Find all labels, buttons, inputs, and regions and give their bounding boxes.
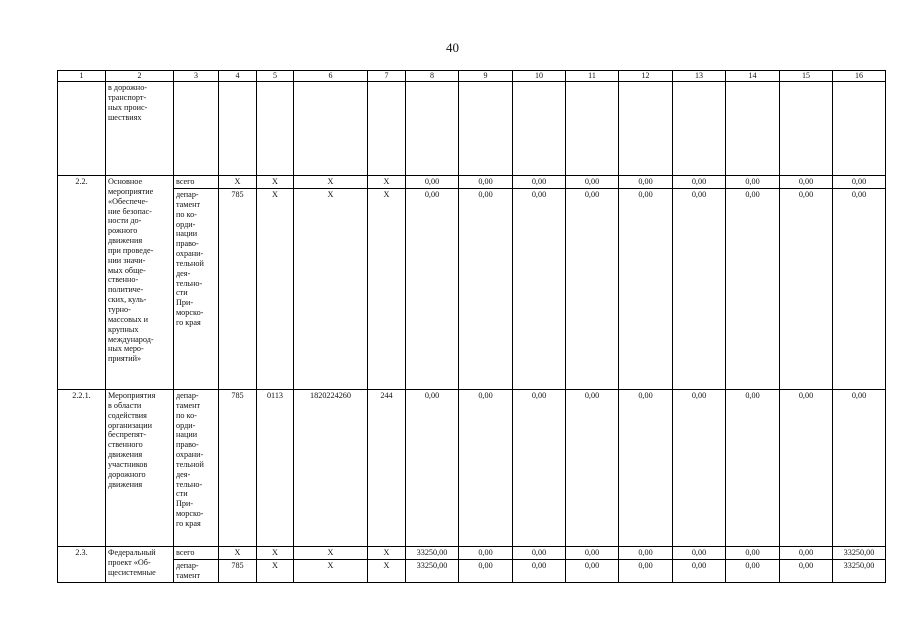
table-row: [58, 390, 886, 547]
row-number: [58, 82, 106, 176]
cell-value: 0,00: [406, 176, 459, 189]
row-responsible: [174, 82, 219, 176]
col-header: 14: [726, 71, 780, 82]
cell-csr: X: [294, 189, 368, 390]
cell-value: 0,00: [566, 547, 619, 560]
cell-value: 0,00: [726, 189, 780, 390]
row-responsible: депар- тамент: [174, 560, 219, 583]
col-header: 7: [368, 71, 406, 82]
cell-value: 0,00: [513, 560, 566, 583]
page-number: 40: [446, 40, 459, 55]
budget-table: [57, 70, 886, 583]
row-number: 2.2.: [58, 176, 106, 390]
row-number: 2.2.1.: [58, 390, 106, 547]
cell-value: 33250,00: [406, 547, 459, 560]
cell-value: 0,00: [619, 176, 673, 189]
col-header: 3: [174, 71, 219, 82]
cell-grbs: 785: [219, 189, 257, 390]
table-row: [58, 82, 886, 176]
cell-value: 0,00: [619, 189, 673, 390]
cell-value: 0,00: [726, 176, 780, 189]
col-header: 16: [833, 71, 886, 82]
cell-value: 0,00: [673, 560, 726, 583]
cell-rzpr: 0113: [257, 390, 294, 547]
cell-value: 0,00: [619, 390, 673, 547]
cell-value: 0,00: [780, 189, 833, 390]
col-header: 5: [257, 71, 294, 82]
col-header: 13: [673, 71, 726, 82]
table-row: [58, 189, 886, 390]
cell-value: 0,00: [406, 390, 459, 547]
cell-value: 33250,00: [833, 560, 886, 583]
cell-csr: X: [294, 560, 368, 583]
cell-value: 0,00: [566, 189, 619, 390]
cell-csr: 1820224260: [294, 390, 368, 547]
col-header: 10: [513, 71, 566, 82]
cell-rzpr: X: [257, 547, 294, 560]
cell-value: 0,00: [780, 547, 833, 560]
row-name: в дорожно- транспорт- ных проис- шествиях: [106, 82, 174, 176]
cell-vr: X: [368, 547, 406, 560]
cell-value: 0,00: [780, 560, 833, 583]
col-header: 6: [294, 71, 368, 82]
cell-rzpr: X: [257, 560, 294, 583]
cell-value: 0,00: [726, 560, 780, 583]
cell-vr: X: [368, 176, 406, 189]
cell-value: 0,00: [459, 189, 513, 390]
cell-rzpr: X: [257, 189, 294, 390]
cell-csr: X: [294, 176, 368, 189]
cell-value: 0,00: [833, 176, 886, 189]
row-responsible: депар- тамент по ко- орди- нации право- охрани- тельной дея- тельно- сти При- морско- го края: [174, 390, 219, 547]
header-row: [58, 71, 886, 82]
cell-vr: 244: [368, 390, 406, 547]
cell-value: 0,00: [619, 560, 673, 583]
col-header: 12: [619, 71, 673, 82]
row-responsible: всего: [174, 176, 219, 189]
cell-vr: X: [368, 189, 406, 390]
col-header: 4: [219, 71, 257, 82]
cell-value: 0,00: [673, 176, 726, 189]
col-header: 1: [58, 71, 106, 82]
row-responsible: депар- тамент по ко- орди- нации право- охрани- тельной дея- тельно- сти При- морско- го края: [174, 189, 219, 390]
col-header: 8: [406, 71, 459, 82]
col-header: 15: [780, 71, 833, 82]
cell-value: 0,00: [726, 547, 780, 560]
cell-value: 0,00: [459, 176, 513, 189]
cell-value: 0,00: [566, 390, 619, 547]
table-row: [58, 176, 886, 189]
cell-value: 0,00: [513, 390, 566, 547]
cell-value: 0,00: [513, 176, 566, 189]
cell-value: 0,00: [459, 547, 513, 560]
cell-value: 0,00: [780, 390, 833, 547]
cell-value: 33250,00: [833, 547, 886, 560]
cell-value: 0,00: [833, 189, 886, 390]
table-row: [58, 547, 886, 560]
cell-value: 0,00: [513, 189, 566, 390]
cell-value: 0,00: [780, 176, 833, 189]
cell-grbs: 785: [219, 560, 257, 583]
col-header: 2: [106, 71, 174, 82]
row-name: Основное мероприятие «Обеспече- ние безопас- ности до- рожного движения при проведе- нии значи- мых обще- ственно- политиче- ских, куль- турно- массовых и крупных международ- ных меро- приятий»: [106, 176, 174, 390]
cell-value: 0,00: [833, 390, 886, 547]
row-number: 2.3.: [58, 547, 106, 583]
cell-rzpr: X: [257, 176, 294, 189]
row-name: Федеральный проект «Об- щесистемные: [106, 547, 174, 583]
cell-value: 0,00: [673, 547, 726, 560]
cell-value: 0,00: [513, 547, 566, 560]
cell-value: 0,00: [726, 390, 780, 547]
cell-value: 0,00: [619, 547, 673, 560]
col-header: 11: [566, 71, 619, 82]
cell-grbs: 785: [219, 390, 257, 547]
cell-value: 0,00: [566, 176, 619, 189]
cell-value: 0,00: [566, 560, 619, 583]
cell-value: 0,00: [459, 390, 513, 547]
cell-value: 0,00: [673, 390, 726, 547]
row-name: Мероприятия в области содействия организации беспрепят- ственного движения участников дорожного движения: [106, 390, 174, 547]
cell-grbs: X: [219, 176, 257, 189]
cell-grbs: X: [219, 547, 257, 560]
row-responsible: всего: [174, 547, 219, 560]
cell-value: 33250,00: [406, 560, 459, 583]
cell-value: 0,00: [406, 189, 459, 390]
cell-value: 0,00: [459, 560, 513, 583]
cell-value: 0,00: [673, 189, 726, 390]
table-row: [58, 560, 886, 583]
col-header: 9: [459, 71, 513, 82]
cell-vr: X: [368, 560, 406, 583]
cell-csr: X: [294, 547, 368, 560]
